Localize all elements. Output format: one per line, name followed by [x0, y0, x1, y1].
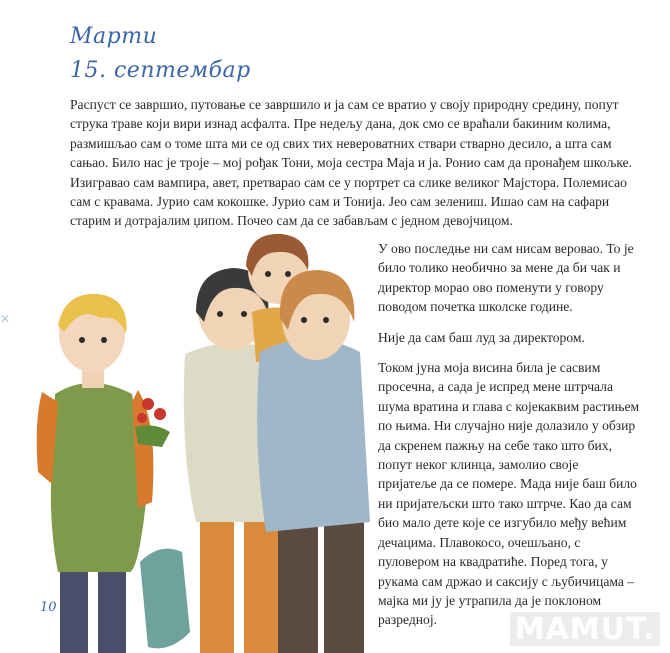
mamut-watermark: MAMUT. [510, 612, 660, 646]
illustration-four-boys [20, 222, 370, 653]
column-paragraph: У ово последње ни сам нисам веровао. То је било толико необично за мене да би чак и директор морао ово поменути у говору поводом почетка школске године. [378, 241, 634, 315]
diary-date-heading: 15. септембар [70, 58, 251, 83]
diary-name-heading: Марти [70, 24, 158, 49]
page-number: 10 [40, 600, 57, 615]
column-paragraph: Током јуна моја висина била је сасвим просечна, а сада је испред мене штрчала шума вратина и глава с којекаквим растињем по њима. Ни случајно није долазило у обзир да скренем пажњу на себе тако што бих, попут неког клинца, замолио своје пријатеље да се помере. Мада није баш било ни пријатељски што тако штрче. Као да сам био мало дете које се изгубило међу већим дечацима. Плавокосо, очешљано, с пуловером на квадратиће. Поред тога, у рукама сам држао и саксију с љубичицама – мајка ми ју је утрапила да је поклоном разредној. [378, 360, 640, 628]
lead-paragraph: Распуст се завршио, путовање се завршило и ја сам се вратио у своју природну средину, попут струка траве који вири изнад асфалта. Пре недељу дана, док смо се враћали бакиним колима, размишљао сам о томе шта ми се од свих тих невероватних ствари стварно десило, а шта сам сањао. Било нас је троје – мој рођак Тони, моја сестра Маја и ја. Ронио сам да пронађем шкољке. Изигравао сам вампира, авет, претварао сам се у портрет са слике великог Мајстора. Полемисао сам с кравама. Јурио сам кокошке. Јурио сам и Тонија. Јео сам зелениш. Ишао сам на сафари старим и дотрајалим џипом. Почео сам да се забављам с једном девојчицом. [70, 97, 633, 229]
column-paragraph: Није да сам баш луд за директором. [378, 329, 585, 345]
margin-mark-icon: ✕ [0, 312, 11, 326]
right-column-text [378, 239, 640, 641]
